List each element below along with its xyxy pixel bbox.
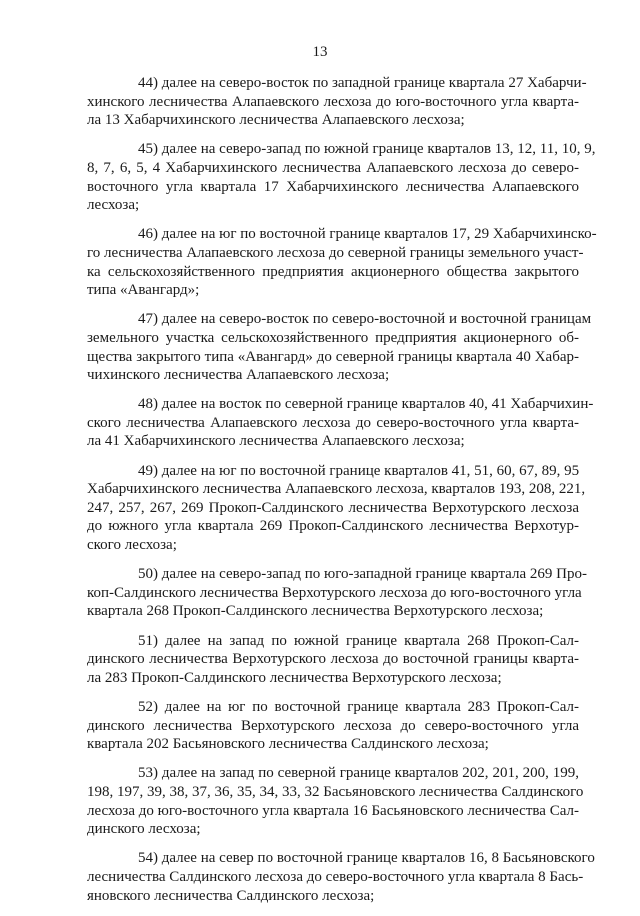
paragraph-line: го лесничества Алапаевского лесхоза до северной границы земельного участ- — [87, 244, 584, 261]
paragraph-line: динского лесхоза; — [87, 821, 201, 838]
paragraph-line: 198, 197, 39, 38, 37, 36, 35, 34, 33, 32 Басьяновского лесничества Салдинского — [87, 783, 584, 800]
paragraph-line: 247, 257, 267, 269 Прокоп-Салдинского лесничества Верхотурского лесхоза — [87, 499, 579, 516]
paragraph-line: хинского лесничества Алапаевского лесхоза до юго-восточного угла кварта- — [87, 93, 579, 110]
paragraph-line: ского лесхоза; — [87, 537, 177, 554]
paragraph-line: лесхоза до юго-восточного угла квартала 16 Басьяновского лесничества Сал- — [87, 802, 579, 819]
paragraph-line: земельного участка сельскохозяйственного предприятия акционерного об- — [87, 329, 579, 346]
paragraph-line: 52) далее на юг по восточной границе квартала 283 Прокоп-Сал- — [138, 698, 579, 715]
paragraph-line: 46) далее на юг по восточной границе кварталов 17, 29 Хабарчихинско- — [138, 226, 597, 243]
paragraph-line: 44) далее на северо-восток по западной границе квартала 27 Хабарчи- — [138, 75, 587, 91]
paragraph-line: 53) далее на запад по северной границе кварталов 202, 201, 200, 199, — [138, 765, 579, 782]
paragraph-line: лесничества Салдинского лесхоза до северо-восточного угла квартала 8 Бась- — [87, 868, 584, 885]
paragraph-line: 47) далее на северо-восток по северо-восточной и восточной границам — [138, 311, 592, 328]
paragraph-line: ского лесничества Алапаевского лесхоза до северо-восточного угла кварта- — [87, 414, 579, 431]
paragraph-line: Хабарчихинского лесничества Алапаевского лесхоза, кварталов 193, 208, 221, — [87, 481, 586, 498]
paragraph-item-45 — [87, 140, 596, 214]
paragraph-line: восточного угла квартала 17 Хабарчихинского лесничества Алапаевского — [87, 178, 579, 195]
document-body — [87, 74, 597, 916]
paragraph-line: ка сельскохозяйственного предприятия акционерного общества закрытого — [87, 263, 579, 280]
paragraph-line: 50) далее на северо-запад по юго-западной границе квартала 269 Про- — [138, 566, 587, 583]
paragraph-item-44 — [87, 74, 587, 130]
paragraph-line: яновского лесничества Салдинского лесхоза; — [87, 887, 375, 904]
paragraph-line: 8, 7, 6, 5, 4 Хабарчихинского лесничества Алапаевского лесхоза до северо- — [87, 159, 579, 176]
paragraph-item-47 — [87, 310, 592, 384]
paragraph-line: 48) далее на восток по северной границе кварталов 40, 41 Хабарчихин- — [138, 396, 594, 413]
paragraph-line: квартала 202 Басьяновского лесничества Салдинского лесхоза; — [87, 736, 489, 753]
paragraph-line: 49) далее на юг по восточной границе кварталов 41, 51, 60, 67, 89, 95 — [138, 462, 580, 479]
paragraph-line: коп-Салдинского лесничества Верхотурского лесхоза до юго-восточного угла — [87, 584, 582, 601]
paragraph-item-52 — [87, 698, 579, 754]
paragraph-line: динского лесничества Верхотурского лесхоза до северо-восточного угла — [87, 717, 579, 734]
paragraph-item-49 — [87, 462, 586, 555]
paragraph-item-53 — [87, 764, 584, 838]
paragraph-line: типа «Авангард»; — [87, 282, 200, 299]
page-number: 13 — [312, 44, 328, 60]
paragraph-line: квартала 268 Прокоп-Салдинского лесничества Верхотурского лесхоза; — [87, 603, 544, 620]
paragraph-line: лесхоза; — [87, 197, 140, 214]
paragraph-line: 54) далее на север по восточной границе кварталов 16, 8 Басьяновского — [138, 850, 595, 867]
paragraph-line: динского лесничества Верхотурского лесхоза до восточной границы кварта- — [87, 651, 579, 668]
paragraph-line: щества закрытого типа «Авангард» до северной границы квартала 40 Хабар- — [87, 348, 579, 365]
paragraph-item-48 — [87, 395, 594, 451]
paragraph-line: ла 13 Хабарчихинского лесничества Алапаевского лесхоза; — [87, 112, 465, 129]
paragraph-line: 45) далее на северо-запад по южной границе кварталов 13, 12, 11, 10, 9, — [138, 141, 596, 158]
paragraph-line: чихинского лесничества Алапаевского лесхоза; — [87, 367, 390, 384]
paragraph-item-50 — [87, 565, 587, 621]
paragraph-line: ла 41 Хабарчихинского лесничества Алапаевского лесхоза; — [87, 433, 465, 450]
paragraph-item-51 — [87, 632, 579, 688]
paragraph-line: ла 283 Прокоп-Салдинского лесничества Верхотурского лесхоза; — [87, 669, 502, 686]
paragraph-item-54 — [87, 849, 595, 905]
paragraph-line: до южного угла квартала 269 Прокоп-Салдинского лесничества Верхотур- — [87, 518, 579, 535]
paragraph-line: 51) далее на запад по южной границе квартала 268 Прокоп-Сал- — [138, 632, 579, 649]
paragraph-item-46 — [87, 225, 597, 299]
